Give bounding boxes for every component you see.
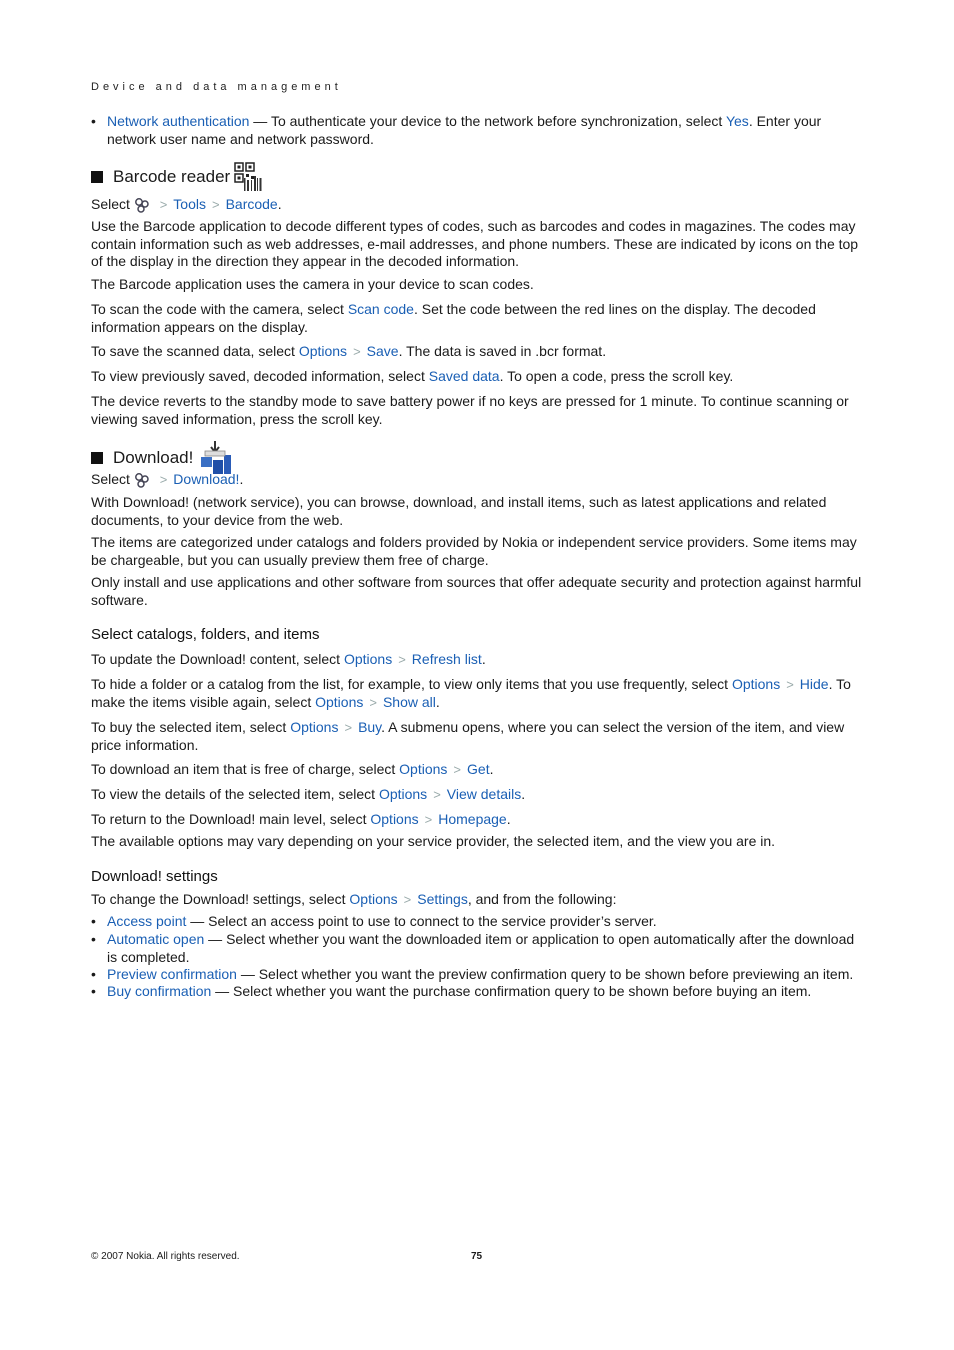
get-link[interactable]: Get (467, 761, 490, 777)
barcode-link[interactable]: Barcode (225, 196, 278, 212)
download-title: Download! (113, 448, 194, 467)
options-link[interactable]: Options (290, 719, 339, 735)
options-link[interactable]: Options (298, 343, 348, 359)
bullet-text: — To authenticate your device to the network before synchronization, select (249, 113, 726, 129)
chevron-right-icon: > (159, 472, 168, 487)
chevron-right-icon: > (453, 762, 462, 777)
view-details-link[interactable]: View details (446, 786, 522, 802)
yes-link[interactable]: Yes (725, 113, 749, 129)
text: To hide a folder or a catalog from the list, for example, to view only items that you use frequently, select (91, 676, 732, 692)
refresh-list-link[interactable]: Refresh list (411, 651, 482, 667)
settings-heading: Download! settings (91, 868, 218, 885)
page-number: 75 (471, 1251, 483, 1262)
download-para-2: The items are categorized under catalogs and folders provided by Nokia or independent service providers. Some items may be chargeable, but you can usually preview them free of charge. (91, 534, 857, 568)
text: To view previously saved, decoded information, select (91, 368, 429, 384)
select-word: Select (91, 471, 130, 487)
catalogs-heading: Select catalogs, folders, and items (91, 626, 320, 643)
chevron-right-icon: > (369, 694, 377, 710)
options-link[interactable]: Options (315, 693, 364, 710)
barcode-para-3 (91, 301, 866, 336)
chevron-right-icon: > (211, 197, 220, 212)
text: — Select whether you want the downloaded item or application to open automatically after the download is completed. (107, 931, 855, 965)
barcode-para-5 (91, 368, 866, 386)
chevron-right-icon: > (344, 720, 353, 735)
barcode-select-path: Select > Tools > Barcode. (91, 196, 282, 212)
text: To download an item that is free of charge, select (91, 761, 400, 777)
text: . To make the items visible again, select (91, 676, 851, 710)
barcode-icon (234, 162, 264, 192)
barcode-heading (91, 162, 264, 192)
text: , and from the following: (467, 891, 617, 907)
automatic-open-link[interactable]: Automatic open (107, 931, 205, 947)
chevron-right-icon: > (353, 344, 361, 359)
buy-link[interactable]: Buy (358, 719, 382, 735)
chevron-right-icon: > (398, 652, 406, 667)
text: To save the scanned data, select (91, 343, 299, 359)
save-link[interactable]: Save (366, 343, 399, 359)
catalogs-line-3 (91, 719, 866, 754)
catalogs-line-5: To view the details of the selected item, select Options > View details. (91, 786, 526, 802)
section-square-icon (91, 452, 103, 464)
homepage-link[interactable]: Homepage (438, 811, 507, 827)
chevron-right-icon: > (786, 677, 794, 692)
apps-menu-icon[interactable] (134, 197, 150, 213)
chevron-right-icon: > (424, 812, 433, 827)
saved-data-link[interactable]: Saved data (428, 368, 500, 384)
section-square-icon (91, 171, 103, 183)
running-header: Device and data management (91, 81, 342, 93)
bullet-dot: • (91, 913, 96, 929)
tools-link[interactable]: Tools (173, 196, 206, 212)
catalogs-line-6: To return to the Download! main level, select Options > Homepage. (91, 811, 511, 827)
text: To return to the Download! main level, select (91, 811, 371, 827)
text: To view the details of the selected item, select (91, 786, 379, 802)
text: . The data is saved in .bcr format. (398, 343, 607, 359)
bullet-dot: • (91, 966, 96, 982)
options-link[interactable]: Options (399, 761, 448, 777)
text: . Set the code between the red lines on the display. The decoded information appears on the display. (91, 301, 816, 335)
text: To update the Download! content, select (91, 651, 344, 667)
options-link[interactable]: Options (349, 891, 398, 907)
barcode-para-1: Use the Barcode application to decode different types of codes, such as barcodes and codes in magazines. The codes may contain information such as web addresses, e-mail addresses, and phone numbers. These are indicated by icons on the top of the display in the direction they appear in the decoded information. (91, 218, 859, 269)
scan-code-link[interactable]: Scan code (347, 301, 414, 317)
footer-copyright: © 2007 Nokia. All rights reserved. (91, 1251, 240, 1262)
download-link[interactable]: Download! (173, 471, 240, 487)
text: — Select whether you want the preview confirmation query to be shown before previewing an item. (236, 966, 854, 982)
hide-link[interactable]: Hide (799, 676, 829, 692)
access-point-link[interactable]: Access point (107, 913, 187, 929)
options-link[interactable]: Options (370, 811, 419, 827)
network-authentication-link[interactable]: Network authentication (107, 113, 250, 129)
options-link[interactable]: Options (343, 651, 393, 667)
preview-confirmation-link[interactable]: Preview confirmation (107, 966, 237, 982)
bullet-dot: • (91, 931, 96, 947)
chevron-right-icon: > (159, 197, 168, 212)
bullet-dot: • (91, 113, 96, 129)
select-word: Select (91, 196, 130, 212)
download-select-path: Select > Download!. (91, 471, 244, 487)
text: To buy the selected item, select (91, 719, 291, 735)
barcode-para-6: The device reverts to the standby mode to save battery power if no keys are pressed for 1 minute. To continue scanning or viewing saved information, press the scroll key. (91, 393, 849, 427)
text: To scan the code with the camera, select (91, 301, 348, 317)
chevron-right-icon: > (403, 892, 412, 907)
text: To change the Download! settings, select (91, 891, 350, 907)
options-link[interactable]: Options (731, 676, 781, 692)
download-para-3: Only install and use applications and other software from sources that offer adequate security and protection against harmful software. (91, 574, 862, 608)
apps-menu-icon[interactable] (134, 472, 150, 488)
catalogs-line-4: To download an item that is free of charge, select Options > Get. (91, 761, 494, 777)
options-link[interactable]: Options (378, 786, 428, 802)
catalogs-line-7: The available options may vary depending on your service provider, the selected item, and the view you are in. (91, 833, 776, 849)
settings-line-1 (91, 891, 866, 909)
text: . A submenu opens, where you can select the version of the item, and view price information. (91, 719, 845, 753)
barcode-title: Barcode reader (113, 167, 231, 186)
show-all-link[interactable]: Show all (382, 693, 436, 710)
barcode-para-4 (91, 343, 866, 361)
settings-link[interactable]: Settings (417, 891, 468, 907)
download-para-1: With Download! (network service), you can browse, download, and install items, such as latest applications and related documents, to your device from the web. (91, 494, 827, 528)
text: — Select an access point to use to connect to the service provider’s server. (186, 913, 657, 929)
catalogs-line-1: To update the Download! content, select Options > Refresh list. (91, 651, 486, 667)
bullet-text-end: . Enter your network user name and network password. (107, 113, 822, 147)
text: . To open a code, press the scroll key. (499, 368, 734, 384)
chevron-right-icon: > (433, 787, 441, 802)
buy-confirmation-link[interactable]: Buy confirmation (107, 983, 212, 999)
catalogs-line-2: To hide a folder or a catalog from the list, for example, to view only items that you use frequently, select Options > Hide. To make the items visible again, select Options > Show all. (91, 676, 851, 710)
barcode-para-2: The Barcode application uses the camera in your device to scan codes. (91, 276, 534, 292)
bullet-dot: • (91, 983, 96, 999)
text: — Select whether you want the purchase confirmation query to be shown before buying an item. (211, 983, 812, 999)
